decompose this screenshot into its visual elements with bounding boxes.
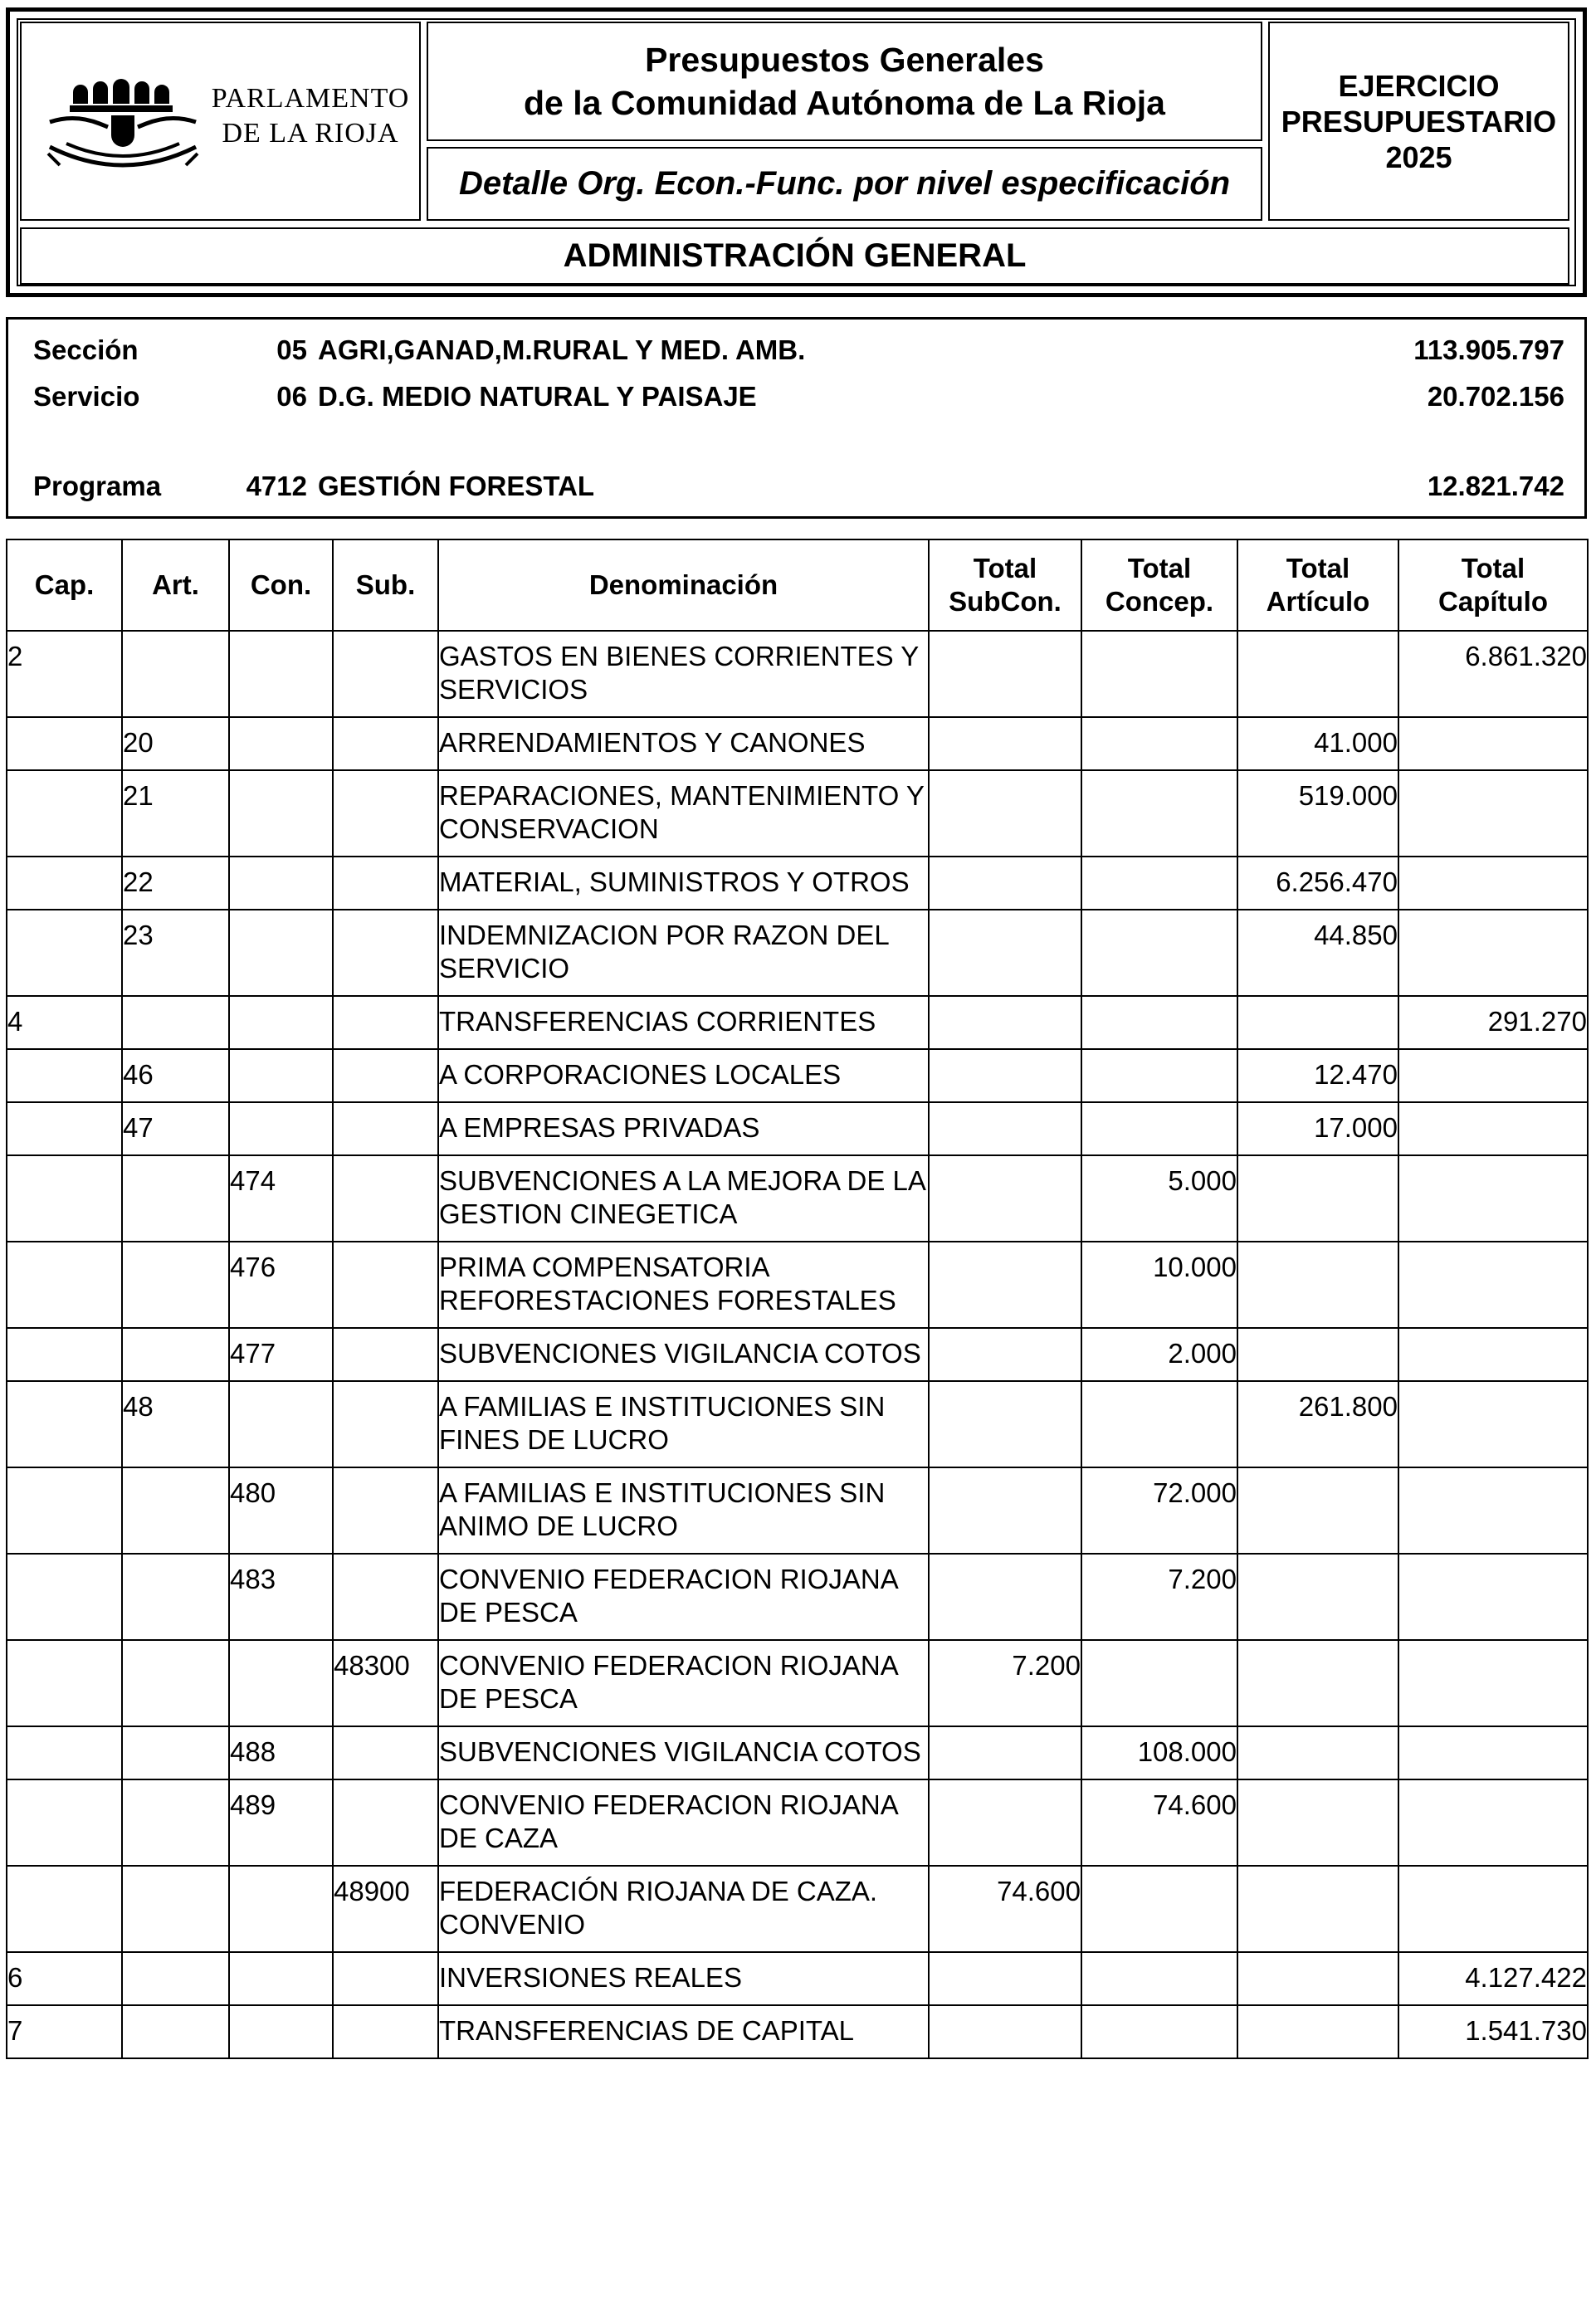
header-total-concep bbox=[1081, 539, 1237, 631]
cell-denominacion: INVERSIONES REALES bbox=[438, 1952, 929, 2005]
cell-con: 489 bbox=[229, 1779, 333, 1866]
cell-art: 47 bbox=[122, 1102, 229, 1155]
cell-denominacion: FEDERACIÓN RIOJANA DE CAZA. CONVENIO bbox=[438, 1866, 929, 1952]
cell-total-concep: 108.000 bbox=[1081, 1726, 1237, 1779]
section-info-box bbox=[6, 317, 1587, 519]
cell-total-concep bbox=[1081, 1866, 1237, 1952]
cell-total-capitulo bbox=[1398, 1554, 1588, 1640]
cell-denominacion: TRANSFERENCIAS DE CAPITAL bbox=[438, 2005, 929, 2058]
cell-total-concep bbox=[1081, 1381, 1237, 1467]
header-concep-line-1: Total bbox=[1127, 553, 1192, 583]
cell-sub: 48300 bbox=[333, 1640, 438, 1726]
cell-denominacion: TRANSFERENCIAS CORRIENTES bbox=[438, 996, 929, 1049]
admin-text: ADMINISTRACIÓN GENERAL bbox=[563, 237, 1027, 274]
cell-total-articulo bbox=[1237, 1554, 1398, 1640]
cell-denominacion: A EMPRESAS PRIVADAS bbox=[438, 1102, 929, 1155]
cell-total-articulo bbox=[1237, 996, 1398, 1049]
cell-total-subcon bbox=[929, 1155, 1081, 1242]
cell-sub bbox=[333, 2005, 438, 2058]
cell-art bbox=[122, 1952, 229, 2005]
parliament-emblem-icon bbox=[41, 61, 204, 193]
header-capitulo-line-2: Capítulo bbox=[1438, 586, 1548, 617]
cell-cap bbox=[7, 1726, 122, 1779]
cell-total-subcon bbox=[929, 996, 1081, 1049]
cell-total-subcon bbox=[929, 1381, 1081, 1467]
table-row bbox=[7, 1554, 1588, 1640]
cell-con: 476 bbox=[229, 1242, 333, 1328]
cell-sub bbox=[333, 1242, 438, 1328]
cell-art: 21 bbox=[122, 770, 229, 857]
cell-sub bbox=[333, 1779, 438, 1866]
cell-cap bbox=[7, 1866, 122, 1952]
cell-total-articulo: 6.256.470 bbox=[1237, 857, 1398, 910]
cell-total-subcon: 74.600 bbox=[929, 1866, 1081, 1952]
cell-cap bbox=[7, 1640, 122, 1726]
cell-total-subcon bbox=[929, 770, 1081, 857]
cell-total-concep bbox=[1081, 631, 1237, 717]
table-row bbox=[7, 857, 1588, 910]
programa-desc: GESTIÓN FORESTAL bbox=[318, 471, 595, 501]
cell-sub bbox=[333, 770, 438, 857]
cell-total-articulo: 12.470 bbox=[1237, 1049, 1398, 1102]
document-subtitle bbox=[427, 147, 1262, 221]
cell-total-articulo: 41.000 bbox=[1237, 717, 1398, 770]
cell-total-subcon bbox=[929, 631, 1081, 717]
cell-total-articulo bbox=[1237, 631, 1398, 717]
cell-total-capitulo bbox=[1398, 1467, 1588, 1554]
cell-total-subcon: 7.200 bbox=[929, 1640, 1081, 1726]
administration-banner bbox=[20, 227, 1569, 285]
cell-total-capitulo bbox=[1398, 717, 1588, 770]
cell-total-concep: 74.600 bbox=[1081, 1779, 1237, 1866]
cell-total-articulo: 17.000 bbox=[1237, 1102, 1398, 1155]
cell-cap bbox=[7, 1242, 122, 1328]
ejercicio-line-1: EJERCICIO bbox=[1338, 68, 1500, 103]
cell-con bbox=[229, 2005, 333, 2058]
table-row bbox=[7, 717, 1588, 770]
logo-line-2: DE LA RIOJA bbox=[222, 118, 399, 149]
cell-con bbox=[229, 996, 333, 1049]
table-row bbox=[7, 631, 1588, 717]
servicio-code: 06 bbox=[276, 381, 307, 412]
cell-total-subcon bbox=[929, 1242, 1081, 1328]
cell-sub bbox=[333, 1554, 438, 1640]
cell-sub bbox=[333, 996, 438, 1049]
cell-art bbox=[122, 1866, 229, 1952]
cell-total-articulo: 44.850 bbox=[1237, 910, 1398, 996]
cell-art bbox=[122, 631, 229, 717]
cell-denominacion: CONVENIO FEDERACION RIOJANA DE PESCA bbox=[438, 1554, 929, 1640]
seccion-label: Sección bbox=[33, 334, 139, 365]
seccion-code: 05 bbox=[276, 334, 307, 365]
cell-sub: 48900 bbox=[333, 1866, 438, 1952]
cell-cap bbox=[7, 1049, 122, 1102]
budget-year-box bbox=[1268, 22, 1569, 221]
servicio-row bbox=[8, 381, 1584, 417]
cell-total-capitulo bbox=[1398, 910, 1588, 996]
table-row bbox=[7, 910, 1588, 996]
seccion-row bbox=[8, 334, 1584, 371]
header-total-subcon bbox=[929, 539, 1081, 631]
cell-total-articulo: 261.800 bbox=[1237, 1381, 1398, 1467]
cell-art: 20 bbox=[122, 717, 229, 770]
cell-total-capitulo bbox=[1398, 1779, 1588, 1866]
ejercicio-year: 2025 bbox=[1385, 139, 1452, 174]
table-row bbox=[7, 996, 1588, 1049]
cell-denominacion: SUBVENCIONES VIGILANCIA COTOS bbox=[438, 1328, 929, 1381]
cell-sub bbox=[333, 1726, 438, 1779]
cell-cap bbox=[7, 1779, 122, 1866]
table-row bbox=[7, 1640, 1588, 1726]
cell-art bbox=[122, 1640, 229, 1726]
header-articulo-line-2: Artículo bbox=[1266, 586, 1370, 617]
cell-total-articulo bbox=[1237, 1726, 1398, 1779]
cell-art bbox=[122, 1155, 229, 1242]
seccion-amount: 113.905.797 bbox=[1413, 334, 1564, 365]
cell-total-articulo bbox=[1237, 1866, 1398, 1952]
cell-total-articulo bbox=[1237, 1328, 1398, 1381]
cell-con bbox=[229, 1381, 333, 1467]
cell-cap: 6 bbox=[7, 1952, 122, 2005]
cell-total-subcon bbox=[929, 1049, 1081, 1102]
cell-total-concep bbox=[1081, 770, 1237, 857]
cell-total-capitulo: 291.270 bbox=[1398, 996, 1588, 1049]
programa-row bbox=[8, 471, 1584, 507]
cell-art bbox=[122, 1242, 229, 1328]
cell-sub bbox=[333, 631, 438, 717]
table-header-row bbox=[7, 539, 1588, 631]
header-con: Con. bbox=[229, 539, 333, 631]
cell-denominacion: REPARACIONES, MANTENIMIENTO Y CONSERVACION bbox=[438, 770, 929, 857]
cell-sub bbox=[333, 1381, 438, 1467]
cell-denominacion: SUBVENCIONES VIGILANCIA COTOS bbox=[438, 1726, 929, 1779]
cell-cap bbox=[7, 1102, 122, 1155]
cell-total-capitulo bbox=[1398, 770, 1588, 857]
cell-art: 48 bbox=[122, 1381, 229, 1467]
cell-total-capitulo bbox=[1398, 1381, 1588, 1467]
cell-con bbox=[229, 1049, 333, 1102]
cell-denominacion: A FAMILIAS E INSTITUCIONES SIN ANIMO DE LUCRO bbox=[438, 1467, 929, 1554]
header-subcon-line-1: Total bbox=[973, 553, 1037, 583]
cell-total-articulo bbox=[1237, 1467, 1398, 1554]
cell-denominacion: A FAMILIAS E INSTITUCIONES SIN FINES DE LUCRO bbox=[438, 1381, 929, 1467]
cell-total-concep bbox=[1081, 1640, 1237, 1726]
cell-total-capitulo bbox=[1398, 857, 1588, 910]
cell-total-capitulo: 4.127.422 bbox=[1398, 1952, 1588, 2005]
table-row bbox=[7, 1155, 1588, 1242]
cell-con bbox=[229, 857, 333, 910]
table-row bbox=[7, 1049, 1588, 1102]
cell-sub bbox=[333, 717, 438, 770]
seccion-desc: AGRI,GANAD,M.RURAL Y MED. AMB. bbox=[318, 334, 806, 365]
cell-con bbox=[229, 1640, 333, 1726]
cell-art bbox=[122, 996, 229, 1049]
logo-line-1: PARLAMENTO bbox=[211, 83, 410, 114]
cell-total-capitulo bbox=[1398, 1726, 1588, 1779]
header-capitulo-line-1: Total bbox=[1461, 553, 1525, 583]
cell-sub bbox=[333, 1952, 438, 2005]
header-denominacion: Denominación bbox=[438, 539, 929, 631]
cell-total-capitulo bbox=[1398, 1328, 1588, 1381]
header-sub: Sub. bbox=[333, 539, 438, 631]
table-row bbox=[7, 1102, 1588, 1155]
cell-cap bbox=[7, 857, 122, 910]
cell-total-subcon bbox=[929, 717, 1081, 770]
cell-total-articulo bbox=[1237, 1952, 1398, 2005]
cell-cap bbox=[7, 1381, 122, 1467]
cell-total-concep: 72.000 bbox=[1081, 1467, 1237, 1554]
parliament-logo-text bbox=[203, 81, 418, 151]
cell-con bbox=[229, 631, 333, 717]
cell-cap bbox=[7, 1554, 122, 1640]
table-row bbox=[7, 1381, 1588, 1467]
cell-total-subcon bbox=[929, 1328, 1081, 1381]
header-total-capitulo bbox=[1398, 539, 1588, 631]
cell-total-concep bbox=[1081, 996, 1237, 1049]
cell-con bbox=[229, 1102, 333, 1155]
cell-denominacion: CONVENIO FEDERACION RIOJANA DE CAZA bbox=[438, 1779, 929, 1866]
cell-art: 23 bbox=[122, 910, 229, 996]
cell-total-concep bbox=[1081, 857, 1237, 910]
cell-cap: 7 bbox=[7, 2005, 122, 2058]
cell-cap: 4 bbox=[7, 996, 122, 1049]
cell-cap: 2 bbox=[7, 631, 122, 717]
table-row bbox=[7, 1866, 1588, 1952]
cell-total-articulo bbox=[1237, 1779, 1398, 1866]
subtitle-text: Detalle Org. Econ.-Func. por nivel especificación bbox=[458, 165, 1231, 202]
cell-denominacion: A CORPORACIONES LOCALES bbox=[438, 1049, 929, 1102]
header-art: Art. bbox=[122, 539, 229, 631]
title-line-2: de la Comunidad Autónoma de La Rioja bbox=[524, 84, 1165, 122]
cell-total-subcon bbox=[929, 1554, 1081, 1640]
cell-sub bbox=[333, 857, 438, 910]
budget-detail-table bbox=[6, 539, 1589, 2059]
cell-con bbox=[229, 1866, 333, 1952]
cell-total-subcon bbox=[929, 857, 1081, 910]
cell-art bbox=[122, 1726, 229, 1779]
cell-sub bbox=[333, 1155, 438, 1242]
cell-total-subcon bbox=[929, 1952, 1081, 2005]
cell-con: 483 bbox=[229, 1554, 333, 1640]
cell-cap bbox=[7, 717, 122, 770]
cell-art bbox=[122, 2005, 229, 2058]
header-articulo-line-1: Total bbox=[1286, 553, 1350, 583]
cell-total-concep bbox=[1081, 717, 1237, 770]
cell-cap bbox=[7, 910, 122, 996]
programa-label: Programa bbox=[33, 471, 162, 501]
servicio-label: Servicio bbox=[33, 381, 140, 412]
cell-denominacion: CONVENIO FEDERACION RIOJANA DE PESCA bbox=[438, 1640, 929, 1726]
cell-con bbox=[229, 770, 333, 857]
cell-total-concep: 7.200 bbox=[1081, 1554, 1237, 1640]
cell-con: 474 bbox=[229, 1155, 333, 1242]
programa-amount: 12.821.742 bbox=[1427, 471, 1564, 501]
cell-denominacion: SUBVENCIONES A LA MEJORA DE LA GESTION CINEGETICA bbox=[438, 1155, 929, 1242]
table-row bbox=[7, 1242, 1588, 1328]
cell-total-concep bbox=[1081, 910, 1237, 996]
cell-total-articulo bbox=[1237, 1640, 1398, 1726]
cell-denominacion: MATERIAL, SUMINISTROS Y OTROS bbox=[438, 857, 929, 910]
cell-total-capitulo: 6.861.320 bbox=[1398, 631, 1588, 717]
cell-sub bbox=[333, 1049, 438, 1102]
cell-denominacion: GASTOS EN BIENES CORRIENTES Y SERVICIOS bbox=[438, 631, 929, 717]
cell-total-concep: 5.000 bbox=[1081, 1155, 1237, 1242]
cell-total-subcon bbox=[929, 1779, 1081, 1866]
cell-con bbox=[229, 910, 333, 996]
cell-total-capitulo: 1.541.730 bbox=[1398, 2005, 1588, 2058]
cell-con bbox=[229, 1952, 333, 2005]
cell-denominacion: INDEMNIZACION POR RAZON DEL SERVICIO bbox=[438, 910, 929, 996]
ejercicio-line-2: PRESUPUESTARIO bbox=[1281, 104, 1557, 139]
table-row bbox=[7, 770, 1588, 857]
cell-total-subcon bbox=[929, 910, 1081, 996]
cell-total-capitulo bbox=[1398, 1155, 1588, 1242]
document-header bbox=[6, 7, 1587, 297]
cell-total-concep: 2.000 bbox=[1081, 1328, 1237, 1381]
cell-con: 477 bbox=[229, 1328, 333, 1381]
cell-total-articulo bbox=[1237, 1155, 1398, 1242]
parliament-logo-box bbox=[20, 22, 421, 221]
cell-total-concep bbox=[1081, 1049, 1237, 1102]
cell-total-capitulo bbox=[1398, 1242, 1588, 1328]
servicio-amount: 20.702.156 bbox=[1427, 381, 1564, 412]
cell-cap bbox=[7, 770, 122, 857]
header-subcon-line-2: SubCon. bbox=[949, 586, 1062, 617]
cell-total-capitulo bbox=[1398, 1866, 1588, 1952]
cell-total-subcon bbox=[929, 2005, 1081, 2058]
cell-total-subcon bbox=[929, 1467, 1081, 1554]
cell-total-capitulo bbox=[1398, 1640, 1588, 1726]
cell-sub bbox=[333, 1328, 438, 1381]
cell-sub bbox=[333, 910, 438, 996]
cell-total-concep bbox=[1081, 1102, 1237, 1155]
cell-total-capitulo bbox=[1398, 1102, 1588, 1155]
cell-con bbox=[229, 717, 333, 770]
cell-sub bbox=[333, 1102, 438, 1155]
header-concep-line-2: Concep. bbox=[1105, 586, 1214, 617]
table-row bbox=[7, 1726, 1588, 1779]
header-total-articulo bbox=[1237, 539, 1398, 631]
cell-total-capitulo bbox=[1398, 1049, 1588, 1102]
title-line-1: Presupuestos Generales bbox=[645, 41, 1044, 79]
programa-code: 4712 bbox=[246, 471, 307, 501]
table-row bbox=[7, 1779, 1588, 1866]
table-row bbox=[7, 1952, 1588, 2005]
header-cap: Cap. bbox=[7, 539, 122, 631]
table-row bbox=[7, 2005, 1588, 2058]
cell-cap bbox=[7, 1155, 122, 1242]
cell-art bbox=[122, 1328, 229, 1381]
cell-total-concep bbox=[1081, 1952, 1237, 2005]
cell-art: 46 bbox=[122, 1049, 229, 1102]
cell-art: 22 bbox=[122, 857, 229, 910]
cell-total-articulo bbox=[1237, 2005, 1398, 2058]
servicio-desc: D.G. MEDIO NATURAL Y PAISAJE bbox=[318, 381, 757, 412]
cell-total-concep bbox=[1081, 2005, 1237, 2058]
cell-sub bbox=[333, 1467, 438, 1554]
cell-art bbox=[122, 1554, 229, 1640]
document-title bbox=[427, 22, 1262, 141]
cell-cap bbox=[7, 1467, 122, 1554]
cell-total-articulo bbox=[1237, 1242, 1398, 1328]
cell-total-articulo: 519.000 bbox=[1237, 770, 1398, 857]
cell-art bbox=[122, 1779, 229, 1866]
table-row bbox=[7, 1467, 1588, 1554]
table-row bbox=[7, 1328, 1588, 1381]
cell-denominacion: ARRENDAMIENTOS Y CANONES bbox=[438, 717, 929, 770]
cell-con: 488 bbox=[229, 1726, 333, 1779]
budget-table-body bbox=[7, 631, 1588, 2058]
cell-con: 480 bbox=[229, 1467, 333, 1554]
cell-total-subcon bbox=[929, 1726, 1081, 1779]
cell-art bbox=[122, 1467, 229, 1554]
cell-denominacion: PRIMA COMPENSATORIA REFORESTACIONES FORESTALES bbox=[438, 1242, 929, 1328]
cell-cap bbox=[7, 1328, 122, 1381]
cell-total-concep: 10.000 bbox=[1081, 1242, 1237, 1328]
cell-total-subcon bbox=[929, 1102, 1081, 1155]
